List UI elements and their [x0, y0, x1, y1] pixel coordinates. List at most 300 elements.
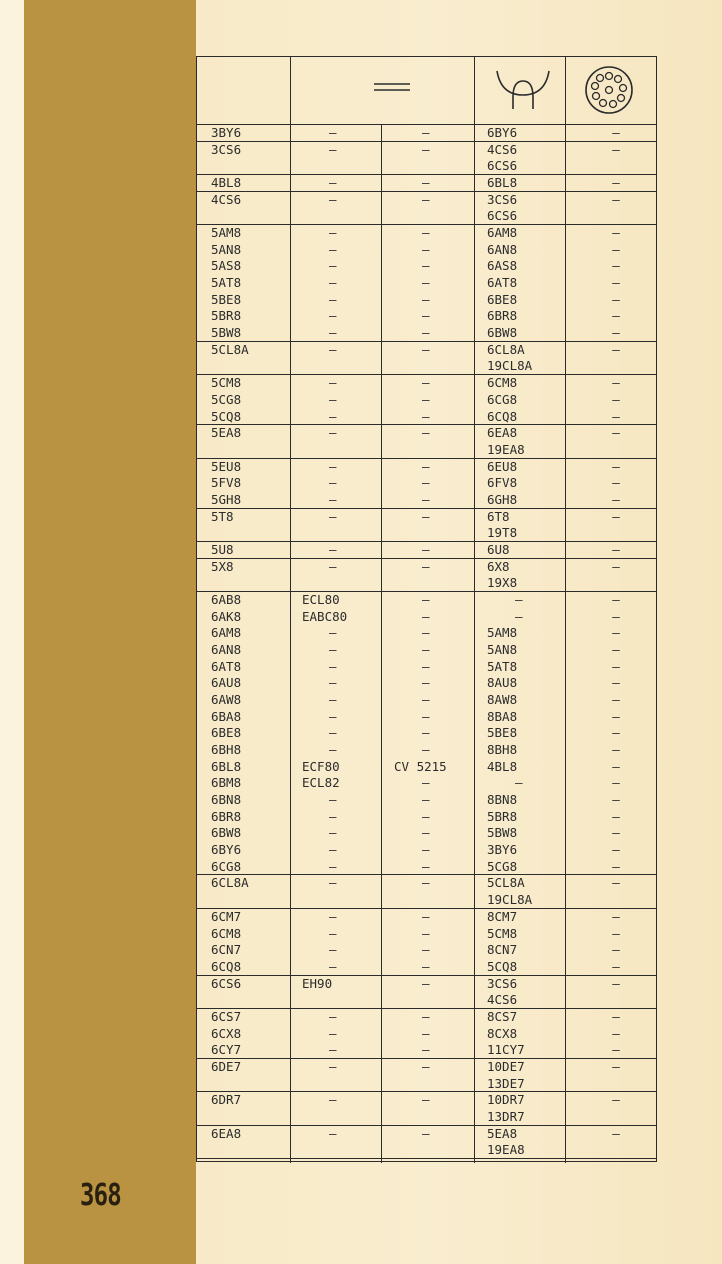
tube-type-cell: 5AS8: [211, 258, 242, 274]
socket-cell: –: [612, 391, 620, 407]
socket-cell: –: [612, 858, 620, 874]
equivalent-1-cell: EH90: [302, 975, 333, 991]
tube-type-cell: 5U8: [211, 541, 234, 557]
similar-type-cell: 19T8: [487, 525, 518, 541]
equivalent-2-cell: –: [422, 975, 430, 991]
equivalent-1-cell: –: [329, 742, 337, 758]
tube-type-cell: 6AT8: [211, 658, 242, 674]
equivalent-1-cell: –: [329, 675, 337, 691]
table-group: [197, 559, 656, 592]
socket-cell: –: [612, 658, 620, 674]
equivalent-2-cell: –: [422, 858, 430, 874]
socket-cell: –: [612, 725, 620, 741]
similar-type-cell: 5AM8: [487, 625, 518, 641]
table-row: [197, 909, 656, 926]
table-row: [197, 976, 656, 993]
tube-type-cell: 5CL8A: [211, 341, 249, 357]
equivalent-1-cell: –: [329, 241, 337, 257]
table-row: [197, 392, 656, 409]
equivalent-2-cell: –: [422, 875, 430, 891]
table-row: [197, 225, 656, 242]
tube-type-cell: 5T8: [211, 508, 234, 524]
socket-cell: –: [612, 491, 620, 507]
similar-type-cell: 5BE8: [487, 725, 518, 741]
tube-equivalents-table: [196, 56, 657, 1162]
similar-type-cell: 6BL8: [487, 175, 518, 191]
similar-type-cell: 10DR7: [487, 1092, 525, 1108]
table-group: [197, 976, 656, 1009]
table-row: [197, 892, 656, 909]
table-group: [197, 425, 656, 458]
similar-type-cell: 19X8: [487, 575, 518, 591]
table-row: [197, 659, 656, 676]
socket-cell: –: [612, 241, 620, 257]
table-row: [197, 1109, 656, 1126]
similar-type-cell: 6CG8: [487, 391, 518, 407]
equivalent-1-cell: ECF80: [302, 758, 340, 774]
equivalent-2-cell: –: [422, 425, 430, 441]
equivalent-2-cell: –: [422, 1008, 430, 1024]
table-row: [197, 859, 656, 876]
socket-cell: –: [612, 591, 620, 607]
table-row: [197, 142, 656, 159]
equivalent-1-cell: –: [329, 792, 337, 808]
equivalent-2-cell: –: [422, 825, 430, 841]
equivalent-1-cell: –: [329, 641, 337, 657]
table-group: [197, 509, 656, 542]
similar-type-cell: 6AS8: [487, 258, 518, 274]
table-row: [197, 625, 656, 642]
equivalent-2-cell: –: [422, 125, 430, 140]
equivalent-2-cell: –: [422, 1125, 430, 1141]
table-row: [197, 375, 656, 392]
tube-filament-icon: [493, 67, 553, 113]
tube-type-cell: 6AB8: [211, 591, 242, 607]
table-row: [197, 425, 656, 442]
table-row: [197, 258, 656, 275]
tube-type-cell: 6CY7: [211, 1042, 242, 1058]
equivalent-1-cell: –: [329, 308, 337, 324]
table-group: [197, 142, 656, 175]
socket-cell: –: [612, 458, 620, 474]
equivalent-1-cell: –: [329, 175, 337, 191]
tube-type-cell: 6EA8: [211, 1125, 242, 1141]
equivalent-1-cell: –: [329, 508, 337, 524]
tube-type-cell: 6AU8: [211, 675, 242, 691]
equivalent-2-cell: –: [422, 458, 430, 474]
table-group: [197, 1009, 656, 1059]
tube-type-cell: 6CX8: [211, 1025, 242, 1041]
tube-type-cell: 6AN8: [211, 641, 242, 657]
equivalent-2-cell: –: [422, 908, 430, 924]
similar-type-cell: 6CM8: [487, 375, 518, 391]
tube-type-cell: 5EA8: [211, 425, 242, 441]
socket-cell: –: [612, 942, 620, 958]
socket-cell: –: [612, 325, 620, 341]
equivalent-1-cell: –: [329, 875, 337, 891]
table-row: [197, 992, 656, 1009]
table-row: [197, 792, 656, 809]
socket-cell: –: [612, 675, 620, 691]
equivalent-2-cell: –: [422, 942, 430, 958]
table-row: [197, 308, 656, 325]
tube-type-cell: 5AM8: [211, 225, 242, 241]
table-row: [197, 642, 656, 659]
similar-type-cell: 6BR8: [487, 308, 518, 324]
similar-type-cell: 6BE8: [487, 291, 518, 307]
table-row: [197, 959, 656, 976]
equivalent-1-cell: –: [329, 942, 337, 958]
equivalent-2-cell: –: [422, 692, 430, 708]
similar-type-cell: 5CL8A: [487, 875, 525, 891]
table-row: [197, 358, 656, 375]
tube-type-cell: 6BW8: [211, 825, 242, 841]
table-row: [197, 1059, 656, 1076]
table-row: [197, 492, 656, 509]
similar-type-cell: 8BN8: [487, 792, 518, 808]
similar-type-cell: 4BL8: [487, 758, 518, 774]
similar-type-cell: 19EA8: [487, 441, 525, 457]
table-row: [197, 542, 656, 559]
tube-type-cell: 6AK8: [211, 608, 242, 624]
tube-type-cell: 6CM8: [211, 925, 242, 941]
similar-type-cell: 3CS6: [487, 191, 518, 207]
socket-cell: –: [612, 558, 620, 574]
equivalent-1-cell: –: [329, 191, 337, 207]
similar-type-cell: 8AU8: [487, 675, 518, 691]
similar-type-cell: 5BW8: [487, 825, 518, 841]
equivalent-2-cell: CV 5215: [394, 758, 447, 774]
equivalent-1-cell: –: [329, 258, 337, 274]
equivalent-2-cell: –: [422, 1025, 430, 1041]
table-row: [197, 759, 656, 776]
socket-cell: –: [612, 775, 620, 791]
similar-type-cell: 6CL8A: [487, 341, 525, 357]
tube-type-cell: 6CS7: [211, 1008, 242, 1024]
table-row: [197, 926, 656, 943]
similar-type-cell: 4CS6: [487, 992, 518, 1008]
table-row: [197, 475, 656, 492]
equivalent-2-cell: –: [422, 608, 430, 624]
equivalent-1-cell: –: [329, 808, 337, 824]
equivalent-1-cell: –: [329, 491, 337, 507]
equivalent-1-cell: –: [329, 925, 337, 941]
table-row: [197, 742, 656, 759]
socket-cell: –: [612, 425, 620, 441]
table-group: [197, 1059, 656, 1092]
similar-type-cell: 5AN8: [487, 641, 518, 657]
equivalent-1-cell: –: [329, 408, 337, 424]
tube-type-cell: 3BY6: [211, 125, 242, 140]
equivalent-1-cell: –: [329, 541, 337, 557]
equivalent-2-cell: –: [422, 508, 430, 524]
socket-cell: –: [612, 258, 620, 274]
table-row: [197, 809, 656, 826]
table-row: [197, 1126, 656, 1143]
tube-type-cell: 6AM8: [211, 625, 242, 641]
equivalent-2-cell: –: [422, 275, 430, 291]
socket-cell: –: [612, 1008, 620, 1024]
equivalent-2-cell: –: [422, 591, 430, 607]
equivalent-2-cell: –: [422, 291, 430, 307]
equivalent-2-cell: –: [422, 375, 430, 391]
table-row: [197, 592, 656, 609]
tube-type-cell: 6CL8A: [211, 875, 249, 891]
equivalent-double-line-icon: [372, 79, 412, 95]
equivalent-2-cell: –: [422, 1042, 430, 1058]
equivalent-1-cell: –: [329, 708, 337, 724]
equivalent-1-cell: –: [329, 125, 337, 140]
equivalent-1-cell: –: [329, 908, 337, 924]
equivalent-1-cell: –: [329, 425, 337, 441]
table-row: [197, 709, 656, 726]
table-group: [197, 1126, 656, 1159]
table-row: [197, 442, 656, 459]
table-group: [197, 542, 656, 559]
table-row: [197, 208, 656, 225]
equivalent-1-cell: –: [329, 725, 337, 741]
table-group: [197, 192, 656, 225]
tube-type-cell: 6BH8: [211, 742, 242, 758]
socket-cell: –: [612, 625, 620, 641]
socket-cell: –: [612, 742, 620, 758]
tube-type-cell: 6DE7: [211, 1058, 242, 1074]
equivalent-2-cell: –: [422, 558, 430, 574]
equivalent-1-cell: –: [329, 558, 337, 574]
socket-cell: –: [612, 808, 620, 824]
similar-type-cell: 6T8: [487, 508, 510, 524]
tube-type-cell: 5BW8: [211, 325, 242, 341]
similar-type-cell: 6CS6: [487, 158, 518, 174]
similar-type-cell: 5BR8: [487, 808, 518, 824]
similar-type-cell: 6AN8: [487, 241, 518, 257]
tube-type-cell: 6DR7: [211, 1092, 242, 1108]
table-row: [197, 725, 656, 742]
equivalent-2-cell: –: [422, 191, 430, 207]
table-group: [197, 592, 656, 876]
tube-type-cell: 5CG8: [211, 391, 242, 407]
socket-cell: –: [612, 1042, 620, 1058]
tube-type-cell: 6BY6: [211, 842, 242, 858]
table-row: [197, 525, 656, 542]
socket-cell: –: [612, 692, 620, 708]
equivalent-1-cell: –: [329, 1058, 337, 1074]
table-row: [197, 825, 656, 842]
similar-type-cell: 6AM8: [487, 225, 518, 241]
socket-cell: –: [612, 291, 620, 307]
similar-type-cell: 8CN7: [487, 942, 518, 958]
equivalent-1-cell: –: [329, 1125, 337, 1141]
similar-type-cell: 4CS6: [487, 141, 518, 157]
equivalent-2-cell: –: [422, 491, 430, 507]
tube-type-cell: 5FV8: [211, 475, 242, 491]
socket-cell: –: [612, 958, 620, 974]
tube-type-cell: 6CN7: [211, 942, 242, 958]
socket-cell: –: [612, 1025, 620, 1041]
table-group: [197, 342, 656, 375]
equivalent-1-cell: –: [329, 391, 337, 407]
margin-band: [24, 0, 196, 1264]
tube-type-cell: 4BL8: [211, 175, 242, 191]
table-row: [197, 1026, 656, 1043]
table-row: [197, 158, 656, 175]
similar-type-cell: 6EA8: [487, 425, 518, 441]
table-row: [197, 1042, 656, 1059]
equivalent-1-cell: –: [329, 858, 337, 874]
equivalent-1-cell: –: [329, 625, 337, 641]
tube-type-cell: 5X8: [211, 558, 234, 574]
similar-type-cell: 11CY7: [487, 1042, 525, 1058]
similar-type-cell: 5CM8: [487, 925, 518, 941]
tube-type-cell: 6CQ8: [211, 958, 242, 974]
socket-cell: –: [612, 225, 620, 241]
socket-cell: –: [612, 608, 620, 624]
socket-cell: –: [612, 541, 620, 557]
equivalent-1-cell: –: [329, 958, 337, 974]
socket-cell: –: [612, 375, 620, 391]
table-group: [197, 225, 656, 342]
equivalent-1-cell: –: [329, 1008, 337, 1024]
tube-type-cell: 5BE8: [211, 291, 242, 307]
equivalent-1-cell: ECL82: [302, 775, 340, 791]
table-row: [197, 192, 656, 209]
equivalent-1-cell: –: [329, 291, 337, 307]
tube-socket-pins-icon: [583, 64, 635, 116]
equivalent-2-cell: –: [422, 241, 430, 257]
page-edge: [0, 0, 24, 1264]
equivalent-1-cell: –: [329, 692, 337, 708]
equivalent-2-cell: –: [422, 1058, 430, 1074]
equivalent-1-cell: –: [329, 658, 337, 674]
equivalent-1-cell: –: [329, 1025, 337, 1041]
equivalent-2-cell: –: [422, 408, 430, 424]
tube-type-cell: 6BM8: [211, 775, 242, 791]
similar-type-cell: 6FV8: [487, 475, 518, 491]
tube-type-cell: 5CQ8: [211, 408, 242, 424]
socket-cell: –: [612, 792, 620, 808]
table-group: [197, 459, 656, 509]
tube-type-cell: 6BE8: [211, 725, 242, 741]
equivalent-2-cell: –: [422, 641, 430, 657]
similar-type-cell: 8CX8: [487, 1025, 518, 1041]
equivalent-2-cell: –: [422, 708, 430, 724]
equivalent-2-cell: –: [422, 225, 430, 241]
tube-type-cell: 6AW8: [211, 692, 242, 708]
table-row: [197, 609, 656, 626]
table-group: [197, 909, 656, 976]
equivalent-2-cell: –: [422, 842, 430, 858]
socket-cell: –: [612, 708, 620, 724]
equivalent-2-cell: –: [422, 341, 430, 357]
socket-cell: –: [612, 308, 620, 324]
equivalent-1-cell: –: [329, 341, 337, 357]
table-row: [197, 459, 656, 476]
table-row: [197, 1142, 656, 1159]
table-row: [197, 342, 656, 359]
table-row: [197, 1009, 656, 1026]
socket-cell: –: [612, 141, 620, 157]
tube-type-cell: 6BL8: [211, 758, 242, 774]
tube-type-cell: 6CS6: [211, 975, 242, 991]
table-group: [197, 875, 656, 908]
table-row: [197, 559, 656, 576]
equivalent-2-cell: –: [422, 658, 430, 674]
table-row: [197, 1092, 656, 1109]
equivalent-1-cell: –: [329, 325, 337, 341]
similar-type-cell: 3CS6: [487, 975, 518, 991]
table-row: [197, 325, 656, 342]
equivalent-2-cell: –: [422, 792, 430, 808]
similar-type-cell: 6EU8: [487, 458, 518, 474]
socket-cell: –: [612, 641, 620, 657]
socket-cell: –: [612, 175, 620, 191]
equivalent-2-cell: –: [422, 141, 430, 157]
similar-type-cell: 8CM7: [487, 908, 518, 924]
similar-type-cell: 5AT8: [487, 658, 518, 674]
socket-cell: –: [612, 125, 620, 140]
equivalent-1-cell: –: [329, 275, 337, 291]
equivalent-2-cell: –: [422, 742, 430, 758]
similar-type-cell: 6X8: [487, 558, 510, 574]
table-row: [197, 875, 656, 892]
tube-type-cell: 6BN8: [211, 792, 242, 808]
socket-cell: –: [612, 908, 620, 924]
table-row: [197, 509, 656, 526]
tube-type-cell: 5GH8: [211, 491, 242, 507]
equivalent-2-cell: –: [422, 258, 430, 274]
table-group: [197, 125, 656, 142]
tube-type-cell: 5EU8: [211, 458, 242, 474]
table-row: [197, 242, 656, 259]
table-row: [197, 125, 656, 142]
socket-cell: –: [612, 508, 620, 524]
similar-type-cell: 5CQ8: [487, 958, 518, 974]
table-row: [197, 692, 656, 709]
page-number: 368: [80, 1178, 121, 1213]
equivalent-2-cell: –: [422, 308, 430, 324]
table-group: [197, 375, 656, 425]
equivalent-2-cell: –: [422, 958, 430, 974]
similar-type-cell: 10DE7: [487, 1058, 525, 1074]
equivalent-1-cell: –: [329, 842, 337, 858]
socket-cell: –: [612, 191, 620, 207]
similar-type-cell: –: [515, 608, 523, 624]
table-row: [197, 409, 656, 426]
table-row: [197, 675, 656, 692]
similar-type-cell: 5CG8: [487, 858, 518, 874]
tube-type-cell: 4CS6: [211, 191, 242, 207]
table-row: [197, 175, 656, 192]
equivalent-1-cell: –: [329, 1092, 337, 1108]
equivalent-2-cell: –: [422, 775, 430, 791]
equivalent-2-cell: –: [422, 391, 430, 407]
table-row: [197, 575, 656, 592]
tube-type-cell: 3CS6: [211, 141, 242, 157]
tube-type-cell: 5AN8: [211, 241, 242, 257]
tube-type-cell: 5AT8: [211, 275, 242, 291]
equivalent-1-cell: –: [329, 825, 337, 841]
similar-type-cell: 19CL8A: [487, 358, 533, 374]
table-row: [197, 275, 656, 292]
similar-type-cell: 3BY6: [487, 842, 518, 858]
table-row: [197, 1076, 656, 1093]
equivalent-2-cell: –: [422, 475, 430, 491]
tube-type-cell: 5BR8: [211, 308, 242, 324]
equivalent-2-cell: –: [422, 808, 430, 824]
similar-type-cell: 6GH8: [487, 491, 518, 507]
similar-type-cell: 6BW8: [487, 325, 518, 341]
similar-type-cell: 8AW8: [487, 692, 518, 708]
